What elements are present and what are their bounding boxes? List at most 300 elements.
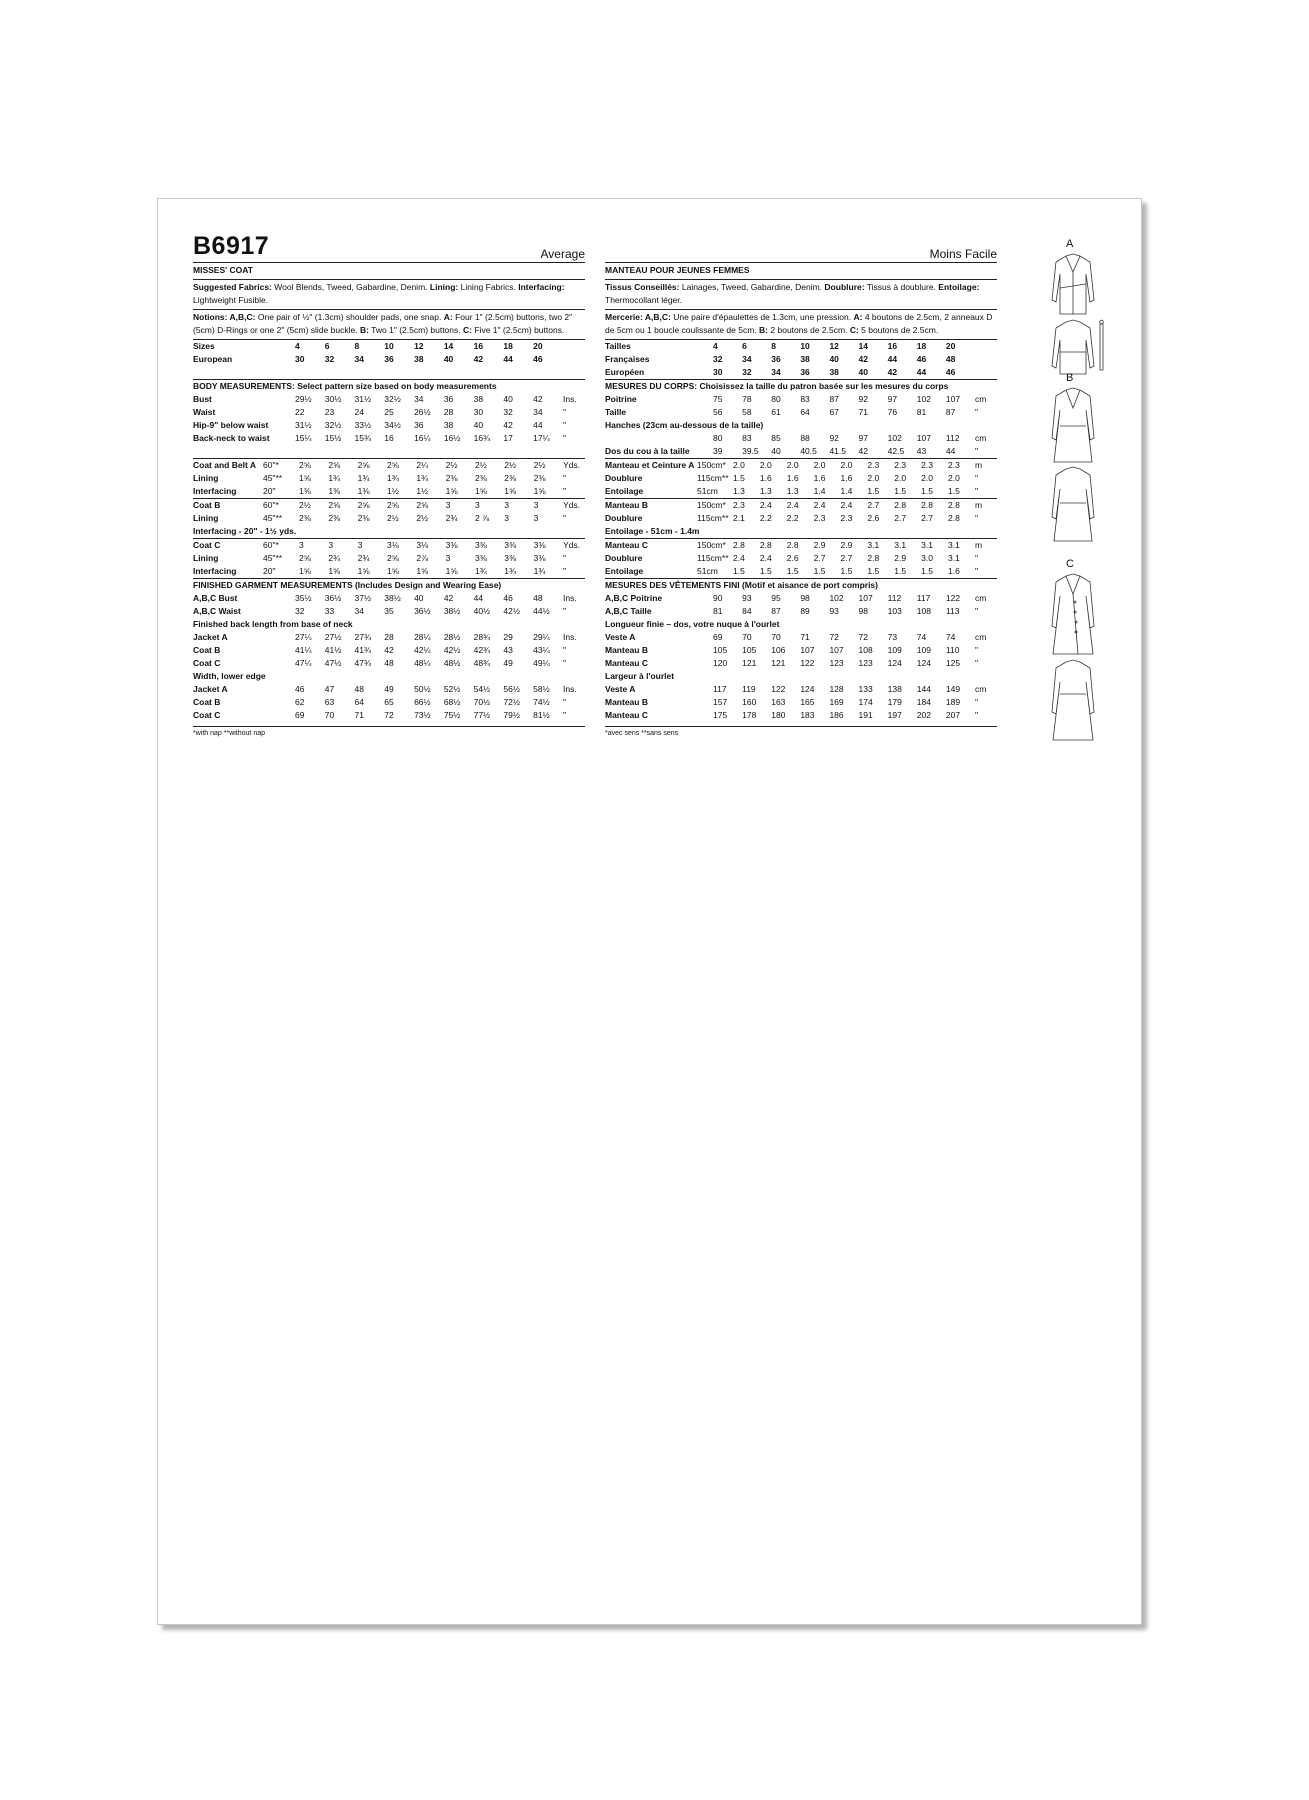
cell-value: 189 — [945, 697, 961, 707]
cell-value: 38 — [473, 394, 484, 404]
cell-value: 40½ — [473, 606, 491, 616]
cell-value: 1¾ — [416, 473, 429, 483]
cell-value: 1.6 — [813, 473, 826, 483]
cell-value: 2.0 — [759, 460, 772, 470]
cell-value: 69 — [713, 632, 723, 642]
fabric-width: 51cm — [697, 486, 718, 496]
notions-b-text: Two 1" (2.5cm) buttons. — [371, 325, 461, 335]
cell-value: 207 — [945, 710, 961, 720]
cell-value: 119 — [742, 684, 756, 694]
cell-value: 84 — [742, 606, 752, 616]
measurement-grid — [605, 499, 997, 525]
row-label: Back-neck to waist — [193, 433, 270, 443]
table-row — [193, 406, 585, 419]
cell-value: 42.5 — [887, 446, 905, 456]
cell-value: 30 — [295, 354, 305, 364]
cell-value: 15½ — [324, 433, 342, 443]
cell-value: 2.4 — [759, 500, 772, 510]
cell-value: 83 — [800, 394, 810, 404]
cell-value: 41¾ — [354, 645, 372, 655]
cell-value: 37½ — [354, 593, 372, 603]
cell-value: 1.6 — [786, 473, 799, 483]
fabrics-label-fr: Tissus Conseillés: — [605, 282, 680, 292]
unit — [975, 340, 997, 353]
table-row — [193, 565, 585, 578]
cell-value: 6 — [324, 341, 330, 351]
unit: m — [975, 460, 983, 470]
cell-value: 124 — [916, 658, 931, 668]
cell-value: 46 — [945, 367, 956, 377]
yardage-c-table — [193, 538, 585, 578]
cell-value: 14 — [443, 341, 454, 351]
unit — [975, 366, 997, 379]
cell-value: 16 — [384, 433, 394, 443]
notions-label: Notions: A,B,C: — [193, 312, 256, 322]
cell-value: 2.9 — [894, 553, 907, 563]
cell-value: 42 — [887, 367, 898, 377]
cell-value: 70 — [324, 710, 335, 720]
cell-value: 42 — [858, 354, 869, 364]
row-label: Européen — [605, 367, 645, 377]
unit: Ins. — [563, 632, 577, 642]
view-a-front-illustration — [1048, 252, 1098, 322]
row-label: Manteau C — [605, 710, 648, 720]
unit: " — [563, 710, 567, 720]
cell-value: 29 — [503, 632, 513, 642]
table-row — [193, 340, 585, 353]
length-table — [193, 631, 585, 670]
fabric-width: 115cm** — [697, 513, 729, 523]
cell-value: 34 — [354, 606, 364, 616]
table-row — [193, 696, 585, 709]
cell-value: 18 — [503, 341, 513, 351]
row-label: European — [193, 354, 233, 364]
cell-value: 36½ — [414, 606, 431, 616]
cell-value: 122 — [771, 684, 786, 694]
cell-value: 48 — [354, 684, 364, 694]
fabric-width: 51cm — [697, 566, 718, 576]
measurement-grid — [193, 459, 585, 498]
cell-value: 41½ — [324, 645, 342, 655]
cell-value: 202 — [916, 710, 931, 720]
body-measurements-table — [193, 393, 585, 445]
cell-value: 72 — [858, 632, 869, 642]
notions-a-label: A: — [443, 312, 453, 322]
cell-value: 17¼ — [533, 433, 550, 443]
body-measurements-title-fr: MESURES DU CORPS: Choisissez la taille du patron basée sur les mesures du corps — [605, 379, 997, 393]
row-label: Coat B — [193, 500, 221, 510]
cell-value: 12 — [414, 341, 424, 351]
table-row — [605, 340, 997, 353]
pattern-envelope-back — [157, 198, 1142, 1625]
unit: " — [563, 513, 567, 523]
cell-value: 1⅝ — [328, 566, 341, 576]
row-label: Sizes — [193, 341, 215, 351]
cell-value: 3.1 — [948, 540, 960, 550]
cell-value: 24 — [354, 407, 364, 417]
finished-table-fr — [605, 592, 997, 618]
cell-value: 1.3 — [786, 486, 799, 496]
interfacing-text-fr: Thermocollant léger. — [605, 295, 683, 305]
cell-value: 1.6 — [948, 566, 960, 576]
fabrics-block — [193, 279, 585, 309]
cell-value: 123 — [858, 658, 873, 668]
table-row — [193, 472, 585, 485]
cell-value: 2.6 — [786, 553, 799, 563]
cell-value: 125 — [945, 658, 961, 668]
length-table-fr — [605, 631, 997, 670]
cell-value: 180 — [771, 710, 786, 720]
row-label: Lining — [193, 553, 219, 563]
cell-value: 40 — [771, 446, 781, 456]
cell-value: 36½ — [324, 593, 342, 603]
cell-value: 2½ — [386, 513, 399, 523]
cell-value: 42¼ — [414, 645, 431, 655]
cell-value: 93 — [829, 606, 839, 616]
cell-value: 2.1 — [733, 513, 745, 523]
cell-value: 80 — [771, 394, 781, 404]
cell-value: 81 — [713, 606, 723, 616]
row-label: Jacket A — [193, 684, 228, 694]
garment-title: MISSES' COAT — [193, 265, 253, 275]
table-row — [193, 512, 585, 525]
cell-value: 102 — [887, 433, 902, 443]
unit: cm — [975, 593, 987, 603]
notions-text: One pair of ½" (1.3cm) shoulder pads, one snap. — [257, 312, 442, 322]
unit: Ins. — [563, 593, 577, 603]
cell-value: 2.7 — [813, 553, 826, 563]
cell-value: 2.8 — [948, 500, 960, 510]
cell-value: 3⅜ — [445, 540, 458, 550]
cell-value: 1⅝ — [533, 486, 546, 496]
cell-value: 42 — [533, 394, 543, 404]
cell-value: 81½ — [533, 710, 550, 720]
cell-value: 179 — [887, 697, 902, 707]
row-label: Coat C — [193, 540, 221, 550]
cell-value: 72 — [829, 632, 839, 642]
cell-value: 26½ — [414, 407, 431, 417]
cell-value: 2.0 — [813, 460, 826, 470]
cell-value: 35 — [384, 606, 394, 616]
table-row — [605, 432, 997, 445]
cell-value: 66½ — [414, 697, 431, 707]
table-row — [193, 393, 585, 406]
cell-value: 62 — [295, 697, 305, 707]
cell-value: 2.0 — [840, 460, 853, 470]
table-row — [605, 631, 997, 644]
cell-value: 102 — [916, 394, 931, 404]
fabric-width: 115cm** — [697, 473, 729, 483]
unit: " — [975, 697, 979, 707]
cell-value: 2⅞ — [416, 553, 429, 563]
row-label: Coat and Belt A — [193, 460, 256, 470]
notions-b-label-fr: B: — [759, 325, 769, 335]
cell-value: 2½ — [445, 460, 458, 470]
cell-value: 2⅜ — [504, 473, 517, 483]
cell-value: 16 — [473, 341, 484, 351]
cell-value: 144 — [916, 684, 931, 694]
table-row — [193, 485, 585, 498]
row-label: Françaises — [605, 354, 650, 364]
cell-value: 1⅝ — [474, 486, 487, 496]
notions-c-text: Five 1" (2.5cm) buttons. — [474, 325, 565, 335]
cell-value: 34 — [771, 367, 781, 377]
row-label: Lining — [193, 513, 219, 523]
cell-value: 56½ — [503, 684, 520, 694]
cell-value: 28¼ — [414, 632, 431, 642]
measurement-grid — [605, 459, 997, 498]
table-row — [605, 539, 997, 552]
cell-value: 32 — [742, 367, 752, 377]
cell-value: 65 — [384, 697, 394, 707]
table-row — [193, 353, 585, 366]
cell-value: 2¼ — [416, 460, 429, 470]
table-row — [605, 485, 997, 498]
cell-value: 1.5 — [759, 566, 772, 576]
view-b-front-illustration — [1048, 386, 1098, 466]
cell-value: 3.1 — [867, 540, 880, 550]
cell-value: 16¾ — [473, 433, 491, 443]
cell-value: 38 — [414, 354, 424, 364]
cell-value: 106 — [771, 645, 786, 655]
cell-value: 34 — [354, 354, 364, 364]
notions-c-label-fr: C: — [849, 325, 859, 335]
view-a-back-illustration — [1048, 318, 1108, 378]
cell-value: 72½ — [503, 697, 520, 707]
cell-value: 40 — [443, 354, 454, 364]
cell-value: 81 — [916, 407, 927, 417]
cell-value: 2.3 — [813, 513, 826, 523]
row-label: Poitrine — [605, 394, 637, 404]
cell-value: 40.5 — [800, 446, 817, 456]
cell-value: 1.5 — [733, 473, 745, 483]
measurement-grid — [605, 393, 997, 419]
cell-value: 122 — [800, 658, 815, 668]
cell-value: 2⅜ — [328, 513, 341, 523]
cell-value: 120 — [713, 658, 728, 668]
cell-value: 121 — [771, 658, 786, 668]
footnote-fr: *avec sens **sans sens — [605, 726, 997, 740]
cell-value: 1¾ — [533, 566, 546, 576]
table-row — [605, 393, 997, 406]
cell-value: 58½ — [533, 684, 550, 694]
cell-value: 2¾ — [445, 513, 458, 523]
cell-value: 186 — [829, 710, 844, 720]
cell-value: 68½ — [443, 697, 461, 707]
interfacing-b-note: Interfacing - 20" - 1½ yds. — [193, 526, 297, 536]
cell-value: 32 — [713, 354, 723, 364]
cell-value: 44 — [473, 593, 484, 603]
unit: Ins. — [563, 394, 577, 404]
cell-value: 43 — [916, 446, 927, 456]
cell-value: 1.6 — [759, 473, 772, 483]
cell-value: 107 — [916, 433, 931, 443]
cell-value: 28 — [384, 632, 394, 642]
unit — [563, 353, 585, 366]
notions-a-label-fr: A: — [853, 312, 863, 322]
notions-block-fr — [605, 309, 997, 339]
cell-value: 103 — [887, 606, 902, 616]
cell-value: 3⅜ — [474, 553, 487, 563]
cell-value: 43¼ — [533, 645, 550, 655]
cell-value: 48¼ — [414, 658, 431, 668]
cell-value: 1.5 — [894, 486, 907, 496]
row-label: Waist — [193, 407, 216, 417]
table-row — [605, 592, 997, 605]
unit: " — [975, 645, 979, 655]
body-measurements-table-fr — [605, 393, 997, 419]
cell-value: 2½ — [474, 460, 487, 470]
cell-value: 58 — [742, 407, 752, 417]
cell-value: 2.3 — [733, 500, 745, 510]
table-row — [605, 644, 997, 657]
cell-value: 2.8 — [867, 553, 880, 563]
table-row — [605, 552, 997, 565]
unit: " — [563, 433, 567, 443]
cell-value: 34½ — [384, 420, 401, 430]
cell-value: 34 — [414, 394, 424, 404]
fabric-width: 45"** — [263, 553, 283, 563]
cell-value: 2.7 — [921, 513, 933, 523]
fabric-width: 60"* — [263, 500, 279, 510]
cell-value: 3⅛ — [416, 540, 429, 550]
cell-value: 2.7 — [840, 553, 853, 563]
cell-value: 34 — [742, 354, 752, 364]
cell-value: 1¾ — [357, 473, 370, 483]
interfacing-label-fr: Entoilage: — [938, 282, 980, 292]
cell-value: 41.5 — [829, 446, 846, 456]
width-table — [193, 683, 585, 722]
unit: " — [975, 658, 979, 668]
cell-value: 38 — [829, 367, 839, 377]
cell-value: 83 — [742, 433, 752, 443]
cell-value: 69 — [295, 710, 305, 720]
cell-value: 44 — [916, 367, 927, 377]
cell-value: 36 — [443, 394, 454, 404]
fabrics-block-fr — [605, 279, 997, 309]
notions-a-text-fr: 4 boutons de 2.5cm, 2 anneaux D de 5cm ou 1 boucle coulissante de 5cm. — [605, 312, 993, 335]
cell-value: 1.5 — [867, 486, 880, 496]
cell-value: 46 — [916, 354, 927, 364]
unit: " — [563, 486, 567, 496]
table-row — [193, 552, 585, 565]
cell-value: 42½ — [443, 645, 461, 655]
cell-value: 42 — [384, 645, 394, 655]
cell-value: 3 — [474, 500, 480, 510]
hip-row-fr — [605, 432, 997, 445]
cell-value: 2⅝ — [386, 553, 399, 563]
row-label: A,B,C Poitrine — [605, 593, 663, 603]
cell-value: 2.7 — [867, 500, 880, 510]
cell-value: 3⅛ — [386, 540, 399, 550]
cell-value: 1⅝ — [386, 566, 399, 576]
unit: " — [975, 566, 979, 576]
cell-value: 38½ — [384, 593, 401, 603]
cell-value: 117 — [916, 593, 931, 603]
cell-value: 46 — [503, 593, 513, 603]
yardage-c-table-fr — [605, 538, 997, 578]
row-label: Coat C — [193, 710, 221, 720]
cell-value: 98 — [858, 606, 869, 616]
cell-value: 2.8 — [759, 540, 772, 550]
cell-value: 163 — [771, 697, 786, 707]
cell-value: 36 — [384, 354, 394, 364]
cell-value: 107 — [945, 394, 961, 404]
row-label: Manteau B — [605, 645, 648, 655]
cell-value: 79½ — [503, 710, 520, 720]
cell-value: 61 — [771, 407, 781, 417]
cell-value: 124 — [887, 658, 902, 668]
row-label: Interfacing — [193, 566, 237, 576]
unit: " — [975, 446, 979, 456]
table-row — [193, 499, 585, 512]
cell-value: 2⅝ — [357, 460, 370, 470]
cell-value: 6 — [742, 341, 747, 351]
cell-value: 1¾ — [328, 473, 341, 483]
cell-value: 1⅜ — [299, 486, 311, 496]
measurement-grid — [193, 683, 585, 722]
cell-value: 2.3 — [867, 460, 880, 470]
yardage-b-table — [193, 498, 585, 525]
cell-value: 1⅜ — [357, 486, 370, 496]
cell-value: 74 — [945, 632, 956, 642]
cell-value: 40 — [503, 394, 513, 404]
garment-title-fr: MANTEAU POUR JEUNES FEMMES — [605, 265, 750, 275]
cell-value: 1⅝ — [357, 566, 370, 576]
row-label: Hip-9" below waist — [193, 420, 269, 430]
cell-value: 2.8 — [948, 513, 960, 523]
cell-value: 108 — [916, 606, 931, 616]
table-row — [605, 605, 997, 618]
notions-c-text-fr: 5 boutons de 2.5cm. — [861, 325, 939, 335]
cell-value: 1.5 — [948, 486, 960, 496]
row-label: Doublure — [605, 553, 643, 563]
cell-value: 1.4 — [813, 486, 826, 496]
cell-value: 2.8 — [786, 540, 799, 550]
cell-value: 16½ — [443, 433, 461, 443]
cell-value: 32½ — [324, 420, 342, 430]
unit: " — [975, 407, 979, 417]
length-title: Finished back length from base of neck — [193, 619, 353, 629]
row-label: Veste A — [605, 632, 636, 642]
cell-value: 2.0 — [948, 473, 960, 483]
cell-value: 3 — [445, 500, 451, 510]
cell-value: 38 — [800, 354, 810, 364]
cell-value: 33 — [324, 606, 335, 616]
table-row — [605, 657, 997, 670]
cell-value: 3⅜ — [504, 553, 517, 563]
measurement-grid — [605, 340, 997, 379]
view-c-front-illustration — [1048, 572, 1098, 657]
cell-value: 3.0 — [921, 553, 933, 563]
lining-label-fr: Doublure: — [824, 282, 865, 292]
yardage-a-table — [193, 458, 585, 498]
cell-value: 70 — [742, 632, 752, 642]
unit: " — [563, 420, 567, 430]
cell-value: 87 — [945, 407, 956, 417]
cell-value: 92 — [858, 394, 869, 404]
row-label: Manteau C — [605, 658, 648, 668]
row-label: Taille — [605, 407, 627, 417]
cell-value: 42 — [443, 593, 454, 603]
cell-value: 1.5 — [786, 566, 799, 576]
cell-value: 20 — [533, 341, 543, 351]
difficulty-level-fr: Moins Facile — [929, 247, 997, 261]
cell-value: 2.9 — [813, 540, 826, 550]
row-label: Doublure — [605, 513, 643, 523]
cell-value: 3 — [504, 513, 510, 523]
measurement-grid — [193, 499, 585, 525]
